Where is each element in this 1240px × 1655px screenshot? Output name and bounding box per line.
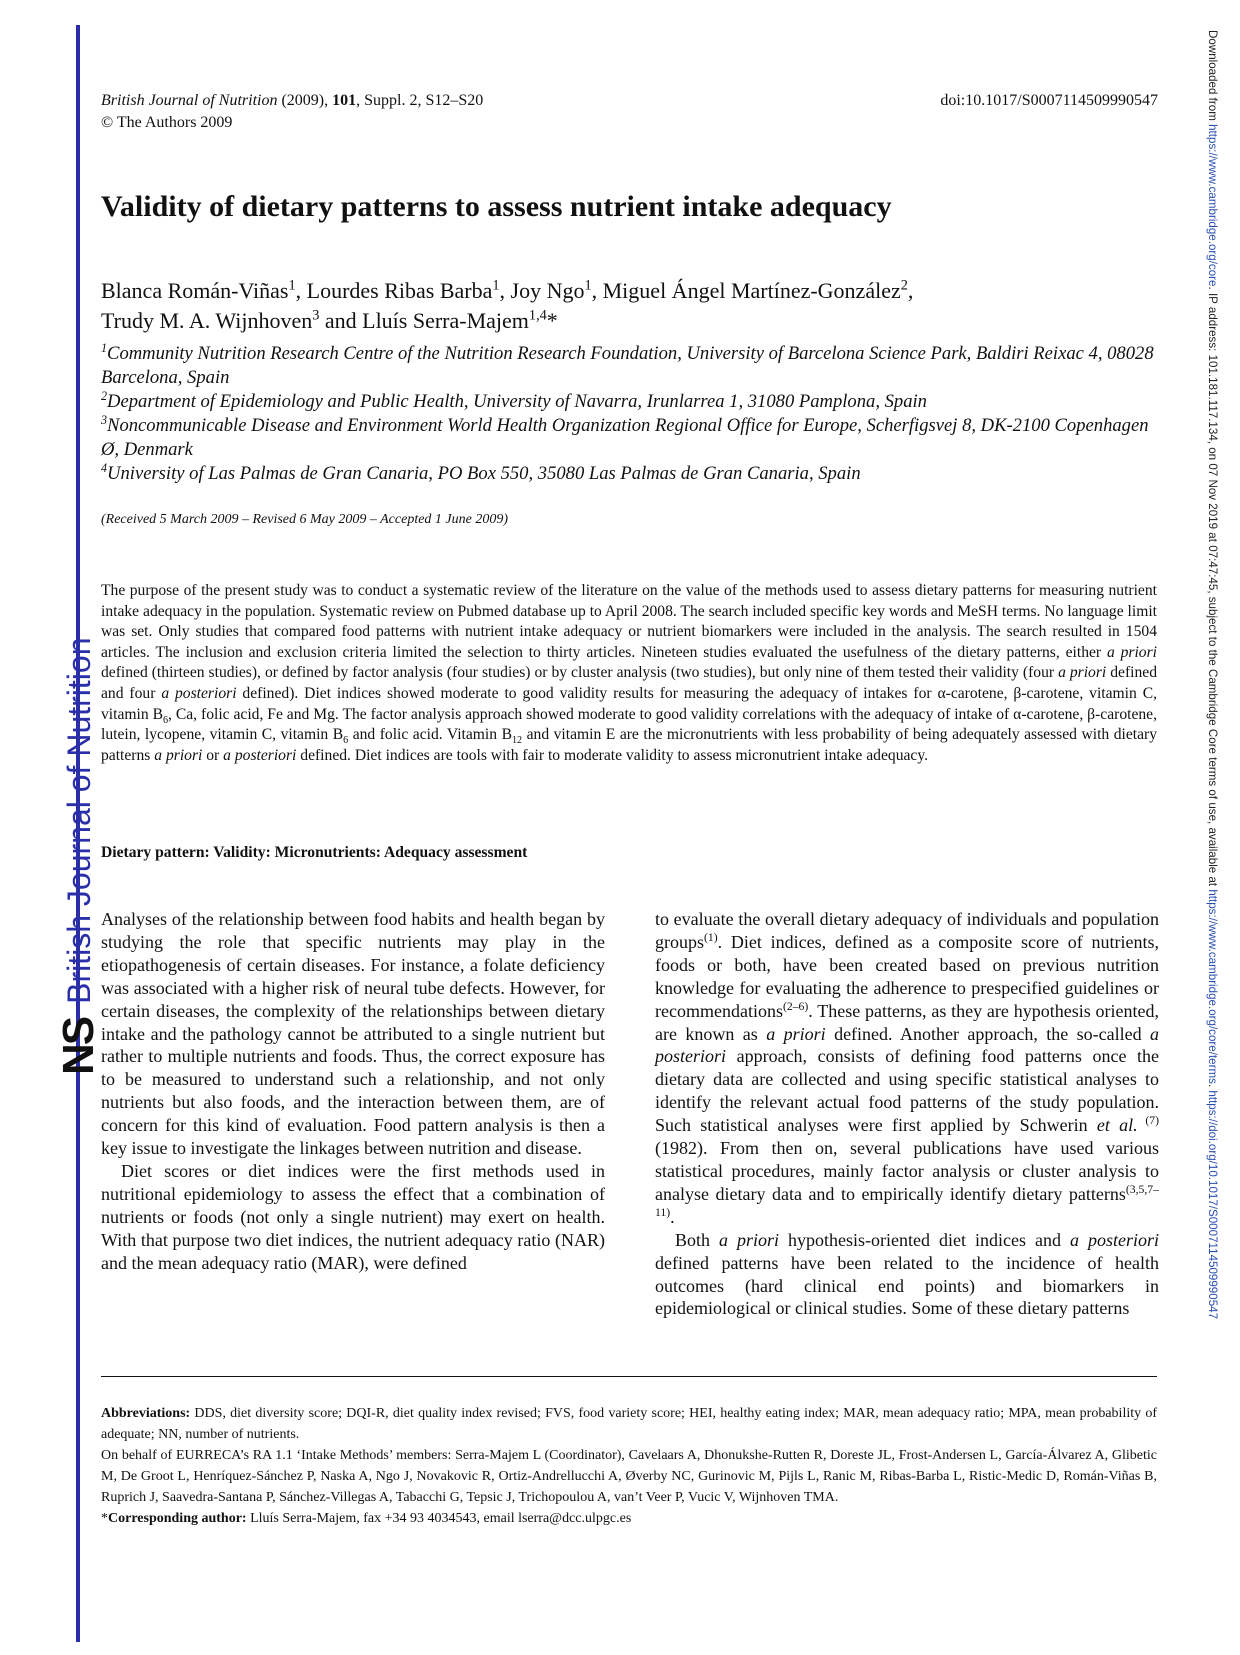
body-text: approach, consists of defining food patterns once the dietary data are collected and using specific statistical analyses to identify the relevant actual food patterns of the study population. Such statistical analyses were first applied by Schwerin <box>655 1046 1159 1136</box>
affiliation <box>101 462 1161 486</box>
author-sup: 3 <box>312 307 320 324</box>
affiliation-num: 1 <box>101 340 108 355</box>
affiliation-num: 3 <box>101 412 108 427</box>
body-italic: a posteriori <box>655 1023 1160 1067</box>
abbreviations-text: DDS, diet diversity score; DQI-R, diet quality index revised; FVS, food variety score; HEI, healthy eating index; MAR, mean adequacy ratio; MPA, mean probability of adequate; NN, number of nutrients. <box>101 1406 1157 1442</box>
body-italic: a priori <box>719 1229 780 1250</box>
corresponding-star: * <box>101 1511 108 1526</box>
citation-ref[interactable]: (3,5,7–11) <box>655 1182 1159 1219</box>
affiliations <box>101 342 1161 486</box>
abbreviations-label: Abbreviations: <box>101 1406 191 1421</box>
side-journal-banner <box>54 638 104 1076</box>
body-italic: a priori <box>766 1023 826 1044</box>
body-text: Both <box>675 1229 720 1250</box>
body-italic: a posteriori <box>1069 1229 1159 1250</box>
author-sup: 1 <box>288 277 296 294</box>
body-paragraph <box>655 908 1159 1229</box>
abstract-text: , Ca, folic acid, Fe and Mg. The factor analysis approach showed moderate to good validity correlations with the adequacy of intake of α-carotene, β-carotene, lutein, lycopene, vitamin C, vitamin B <box>101 705 1157 744</box>
keywords: Dietary pattern: Validity: Micronutrients: Adequacy assessment <box>101 844 528 861</box>
affiliation <box>101 414 1161 462</box>
corresponding-mark: * <box>546 308 558 333</box>
body-text: . <box>670 1206 675 1227</box>
header-doi: doi:10.1017/S0007114509990547 <box>940 92 1158 109</box>
terms-link[interactable]: https://www.cambridge.org/core/terms <box>1206 889 1219 1084</box>
corresponding-text: Lluís Serra-Majem, fax +34 93 4034543, email lserra@dcc.ulpgc.es <box>246 1511 632 1526</box>
body-text: to evaluate the overall dietary adequacy of individuals and population groups <box>655 909 1159 952</box>
abstract-text: defined and four <box>101 664 1157 702</box>
header-volume: 101 <box>332 92 357 109</box>
affiliation-text: Department of Epidemiology and Public Health, University of Navarra, Irunlarrea 1, 31080 Pamplona, Spain <box>107 391 927 412</box>
header-pages: , Suppl. 2, S12–S20 <box>356 92 484 109</box>
author-sup: 1,4 <box>528 307 547 324</box>
header-copyright: © The Authors 2009 <box>101 114 233 131</box>
author: and Lluís Serra-Majem <box>319 308 529 333</box>
body-text: hypothesis-oriented diet indices and <box>779 1229 1070 1250</box>
affiliation-text: Community Nutrition Research Centre of the Nutrition Research Foundation, University of Barcelona Science Park, Baldiri Reixac 4, 08028 Barcelona, Spain <box>101 343 1154 388</box>
abstract-text: and folic acid. Vitamin B <box>348 726 512 744</box>
abstract-text: defined). Diet indices showed moderate to good validity results for measuring the adequacy of intakes for α-carotene, β-carotene, vitamin C, vitamin B <box>101 684 1157 723</box>
body-column-left <box>101 908 605 1275</box>
affiliation-num: 2 <box>101 388 108 403</box>
abbreviations-note <box>101 1403 1157 1445</box>
footnote-divider <box>101 1376 1157 1377</box>
ns-logo: NS <box>54 1017 103 1075</box>
abstract-italic: a posteriori <box>161 684 237 702</box>
abstract-text: defined (thirteen studies), or defined by factor analysis (four studies) or by cluster analysis (two studies), but only nine of them tested their validity (four <box>101 664 1059 682</box>
body-text: (1982). From then on, several publications have used various statistical procedures, mainly factor analysis or cluster analysis to analyse dietary data and to empirically identify dietary patterns <box>655 1138 1159 1204</box>
body-text: . Diet indices, defined as a composite score of nutrients, foods or both, have been created based on previous nutrition knowledge for evaluating the adherence to prespecified guidelines or recommendations <box>655 931 1159 1021</box>
cambridge-core-link[interactable]: https://www.cambridge.org/core <box>1206 124 1219 287</box>
body-text: defined. Another approach, the so-called <box>825 1023 1151 1044</box>
affiliation-text: Noncommunicable Disease and Environment World Health Organization Regional Office for Europe, Scherfigsvej 8, DK-2100 Copenhagen Ø, Denmark <box>101 415 1149 460</box>
author: , Miguel Ángel Martínez-González <box>591 278 901 303</box>
citation-ref[interactable]: (7) <box>1137 1114 1159 1128</box>
author: Blanca Román-Viñas <box>101 278 289 303</box>
side-journal-name: British Journal of Nutrition <box>60 637 97 1004</box>
author-sup: 2 <box>900 277 908 294</box>
author-sep: , <box>907 278 914 303</box>
download-sep: . <box>1206 1083 1219 1088</box>
affiliation-num: 4 <box>101 460 108 475</box>
body-paragraph: Diet scores or diet indices were the first methods used in nutritional epidemiology to assess the effect that a combination of nutrients or foods (not only a single nutrient) may exert on health. With that purpose two diet indices, the nutrient adequacy ratio (NAR) and the mean adequacy ratio (MAR), were defined <box>101 1160 605 1273</box>
abstract-italic: a priori <box>1058 664 1107 682</box>
abstract-text: The purpose of the present study was to conduct a systematic review of the literature on the value of the methods used to assess dietary patterns for measuring nutrient intake adequacy in the population. Systematic review on Pubmed database up to April 2008. The search included specific key words and MeSH terms. No language limit was set. Only studies that compared food patterns with nutrient intake adequacy or nutrient biomarkers were included in the analysis. The search resulted in 1504 articles. The inclusion and exclusion criteria limited the selection to thirty articles. Nineteen studies evaluated the usefulness of the dietary patterns, either <box>101 582 1157 661</box>
author-sup: 1 <box>584 277 592 294</box>
abstract-text: defined. Diet indices are tools with fair to moderate validity to assess micronutrient intake adequacy. <box>296 746 929 764</box>
corresponding-label: Corresponding author: <box>108 1511 247 1526</box>
body-paragraph: Analyses of the relationship between food habits and health began by studying the role that specific nutrients may play in the etiopathogenesis of certain diseases. For instance, a folate deficiency was associated with a higher risk of neural tube defects. However, for certain diseases, the complexity of the relationships between dietary intake and the pathology cannot be attributed to a single nutrient but rather to multiple nutrients and foods. Thus, the correct exposure has to be measured to understand such a relationship, and not only nutrients but also foods, and the interaction between them, are of concern for this kind of evaluation. Food pattern analysis is then a key issue to investigate the linkages between nutrition and disease. <box>101 909 605 1159</box>
corresponding-note <box>101 1508 1157 1529</box>
footnotes <box>101 1403 1157 1529</box>
paper-title: Validity of dietary patterns to assess nutrient intake adequacy <box>101 190 892 223</box>
author-sup: 1 <box>492 277 500 294</box>
body-text: . These patterns, as they are hypothesis oriented, are known as <box>655 1000 1159 1044</box>
received-dates: (Received 5 March 2009 – Revised 6 May 2009 – Accepted 1 June 2009) <box>101 512 509 527</box>
body-column-right <box>655 908 1159 1320</box>
citation-ref[interactable]: (1) <box>704 930 718 944</box>
download-ip-text: . IP address: 101.181.117.134, on 07 Nov 2019 at 07:47:45, subject to the Cambridge Core terms of use, available at <box>1206 286 1219 887</box>
abstract-italic: a priori <box>154 746 203 764</box>
behalf-note: On behalf of EURRECA’s RA 1.1 ‘Intake Methods’ members: Serra-Majem L (Coordinator), Cavelaars A, Dhonukshe-Rutten R, Doreste JL, Frost-Andersen L, García-Álvarez A, Glibetic M, De Groot L, Henríquez-Sánchez P, Naska A, Ngo J, Novakovic R, Ortiz-Andrellucchi A, Øverby NC, Gurinovic M, Pijls L, Ranic M, Ribas-Barba L, Ristic-Medic D, Román-Viñas B, Ruprich J, Saavedra-Santana P, Sánchez-Villegas A, Tabacchi G, Tepsic J, Trichopoulou A, van’t Veer P, Vucic V, Wijnhoven TMA. <box>101 1448 1157 1505</box>
header-journal: British Journal of Nutrition <box>101 92 278 109</box>
abstract-sub: 6 <box>343 735 349 747</box>
body-italic: et al. <box>1096 1115 1138 1136</box>
affiliation-text: University of Las Palmas de Gran Canaria, PO Box 550, 35080 Las Palmas de Gran Canaria, Spain <box>107 463 861 484</box>
abstract-sub: 6 <box>162 714 169 726</box>
abstract-text: and vitamin E are the micronutrients with less probability of being adequately assessed with dietary patterns <box>101 726 1157 764</box>
affiliation <box>101 390 1161 414</box>
download-notice <box>1206 30 1219 1319</box>
abstract <box>101 581 1157 766</box>
abstract-italic: a priori <box>1106 643 1158 661</box>
header-year: (2009), <box>281 92 329 109</box>
citation-ref[interactable]: (2–6) <box>782 999 809 1013</box>
citation-header <box>101 90 483 134</box>
author: , Lourdes Ribas Barba <box>295 278 493 303</box>
affiliation <box>101 342 1161 390</box>
download-prefix: Downloaded from <box>1206 30 1219 121</box>
author: , Joy Ngo <box>499 278 585 303</box>
author: Trudy M. A. Wijnhoven <box>101 308 313 333</box>
body-text: defined patterns have been related to the incidence of health outcomes (hard clinical end points) and biomarkers in epidemiological or clinical studies. Some of these dietary patterns <box>655 1252 1159 1319</box>
abstract-italic: a posteriori <box>223 746 297 764</box>
abstract-sub: 12 <box>511 735 523 747</box>
body-paragraph <box>655 1229 1159 1321</box>
author-list <box>101 276 1161 336</box>
doi-link[interactable]: https://doi.org/10.1017/S0007114509990547 <box>1206 1090 1219 1320</box>
abstract-text: or <box>202 746 224 764</box>
